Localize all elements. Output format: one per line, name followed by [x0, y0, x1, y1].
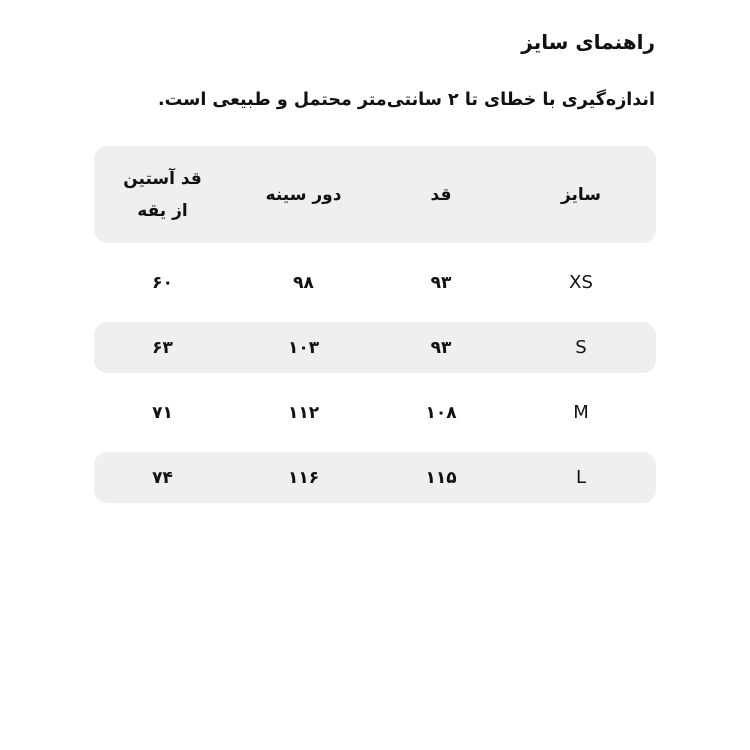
cell-height: ۱۰۸ — [425, 402, 457, 423]
table-row — [94, 387, 656, 438]
cell-height: ۱۱۵ — [425, 467, 457, 488]
table-row — [94, 257, 656, 308]
measurement-note: اندازه‌گیری با خطای تا ۲ سانتی‌متر محتمل و طبیعی است. — [157, 90, 655, 110]
header-height: قد — [430, 184, 452, 205]
cell-height: ۹۳ — [430, 337, 452, 358]
cell-size: XS — [569, 272, 593, 293]
header-chest: دور سینه — [265, 184, 342, 205]
cell-chest: ۱۱۲ — [287, 402, 320, 423]
cell-chest: ۹۸ — [293, 272, 314, 293]
header-sleeve-line1: قد آستین — [123, 168, 202, 189]
page-title: راهنمای سایز — [521, 30, 655, 54]
cell-chest: ۱۱۶ — [287, 467, 320, 488]
cell-sleeve: ۶۳ — [152, 337, 173, 358]
cell-size: L — [575, 467, 587, 488]
size-table — [94, 146, 656, 517]
cell-sleeve: ۷۴ — [152, 467, 173, 488]
header-sleeve-line2: از یقه — [137, 200, 188, 221]
table-header-row — [94, 146, 656, 243]
cell-size: M — [573, 402, 589, 423]
cell-height: ۹۳ — [430, 272, 452, 293]
header-sleeve — [94, 163, 231, 227]
cell-sleeve: ۶۰ — [152, 272, 173, 293]
cell-sleeve: ۷۱ — [152, 402, 173, 423]
cell-chest: ۱۰۳ — [287, 337, 320, 358]
header-size: سایز — [560, 184, 602, 205]
cell-size: S — [575, 337, 587, 358]
table-row — [94, 322, 656, 373]
table-row — [94, 452, 656, 503]
